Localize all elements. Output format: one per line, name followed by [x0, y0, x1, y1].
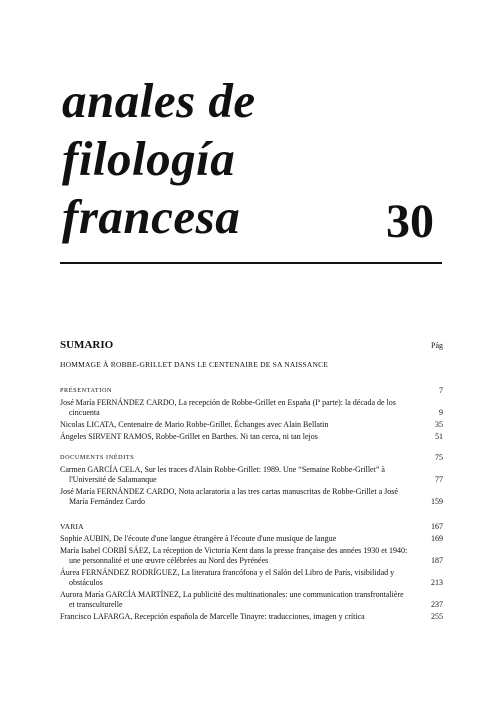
toc-entry [60, 534, 443, 544]
toc-entry [60, 612, 443, 622]
entry-text: María Isabel CORBÍ SÁEZ, La réception de Victoria Kent dans la presse française des années 1930 et 1940: [60, 546, 408, 555]
toc-header [60, 340, 443, 351]
entry-text-continued: et transculturelle [69, 600, 123, 609]
subsection-label: PRÉSENTATION [60, 387, 113, 394]
toc-entry [60, 568, 443, 588]
entry-text-continued: María Fernández Cardo [69, 497, 145, 506]
page-number: 213 [431, 578, 443, 587]
entry-text: Ángeles SIRVENT RAMOS, Robbe-Grillet en Barthes. Ni tan cerca, ni tan lejos [60, 432, 318, 441]
entry-text: José María FERNÁNDEZ CARDO, Nota aclaratoria a las tres cartas manuscritas de Robbe-Grillet a José [60, 487, 398, 496]
page-number: 51 [435, 432, 443, 441]
page-number: 169 [431, 534, 443, 543]
toc-heading: SUMARIO [60, 339, 114, 351]
entry-text: Sophie AUBIN, De l'écoute d'une langue étrangère à l'écoute d'une musique de langue [60, 534, 337, 543]
title-divider [60, 262, 442, 264]
toc-entry [60, 546, 443, 566]
page-number: 255 [431, 612, 443, 621]
page-number: 75 [435, 453, 443, 462]
page-number: 9 [439, 408, 443, 417]
entry-text: Aurora María GARCÍA MARTÍNEZ, La publicité des multinationales: une communication transfrontalière [60, 590, 404, 599]
section-label: VARIA [60, 522, 84, 531]
entry-text: José María FERNÁNDEZ CARDO, La recepción de Robbe-Grillet en España (Iª parte): la década de los [60, 398, 396, 407]
entry-text: Carmen GARCÍA CELA, Sur les traces d'Alain Robbe-Grillet: 1989. Une “Semaine Robbe-Grillet” à [60, 465, 385, 474]
entry-text: Nicolas LICATA, Centenaire de Mario Robbe-Grillet. Échanges avec Alain Bellatin [60, 420, 329, 429]
journal-title-line: francesa [62, 189, 241, 244]
entry-text-continued: l'Université de Salamanque [69, 475, 157, 484]
page-number: 237 [431, 600, 443, 609]
section-hommage-heading: HOMMAGE À ROBBE-GRILLET DANS LE CENTENAIRE DE SA NAISSANCE [60, 360, 329, 369]
page-number: 77 [435, 475, 443, 484]
page-number: 167 [431, 522, 443, 531]
entry-text-continued: cincuenta [69, 408, 100, 417]
volume-number: 30 [386, 195, 434, 248]
entry-text-continued: une personnalité et une œuvre célébrées au Nord des Pyrénées [69, 556, 269, 565]
subsection-label: DOCUMENTS INÉDITS [60, 454, 135, 461]
toc-entry [60, 420, 443, 430]
entry-text: Áurea FERNÁNDEZ RODRÍGUEZ, La literatura francófona y el Salón del Libro de París, visibilidad y [60, 568, 395, 577]
page-number: 35 [435, 420, 443, 429]
toc-entry [60, 590, 443, 610]
toc-subsection [60, 386, 443, 396]
toc-section [60, 522, 443, 532]
journal-title-line: filología [62, 131, 236, 186]
toc-entry [60, 465, 443, 485]
table-of-contents [60, 340, 443, 624]
toc-entry [60, 398, 443, 418]
toc-subsection [60, 453, 443, 463]
page-number: 159 [431, 497, 443, 506]
toc-entry [60, 432, 443, 442]
entry-text-continued: obstáculos [69, 578, 103, 587]
page-number: 7 [439, 386, 443, 395]
toc-entry [60, 487, 443, 507]
journal-title-line: anales de [62, 73, 256, 128]
entry-text: Francisco LAFARGA, Recepción española de Marcelle Tinayre: traducciones, imagen y crítica [60, 612, 365, 621]
page-number: 187 [431, 556, 443, 565]
page-column-label: Pág [431, 341, 443, 350]
